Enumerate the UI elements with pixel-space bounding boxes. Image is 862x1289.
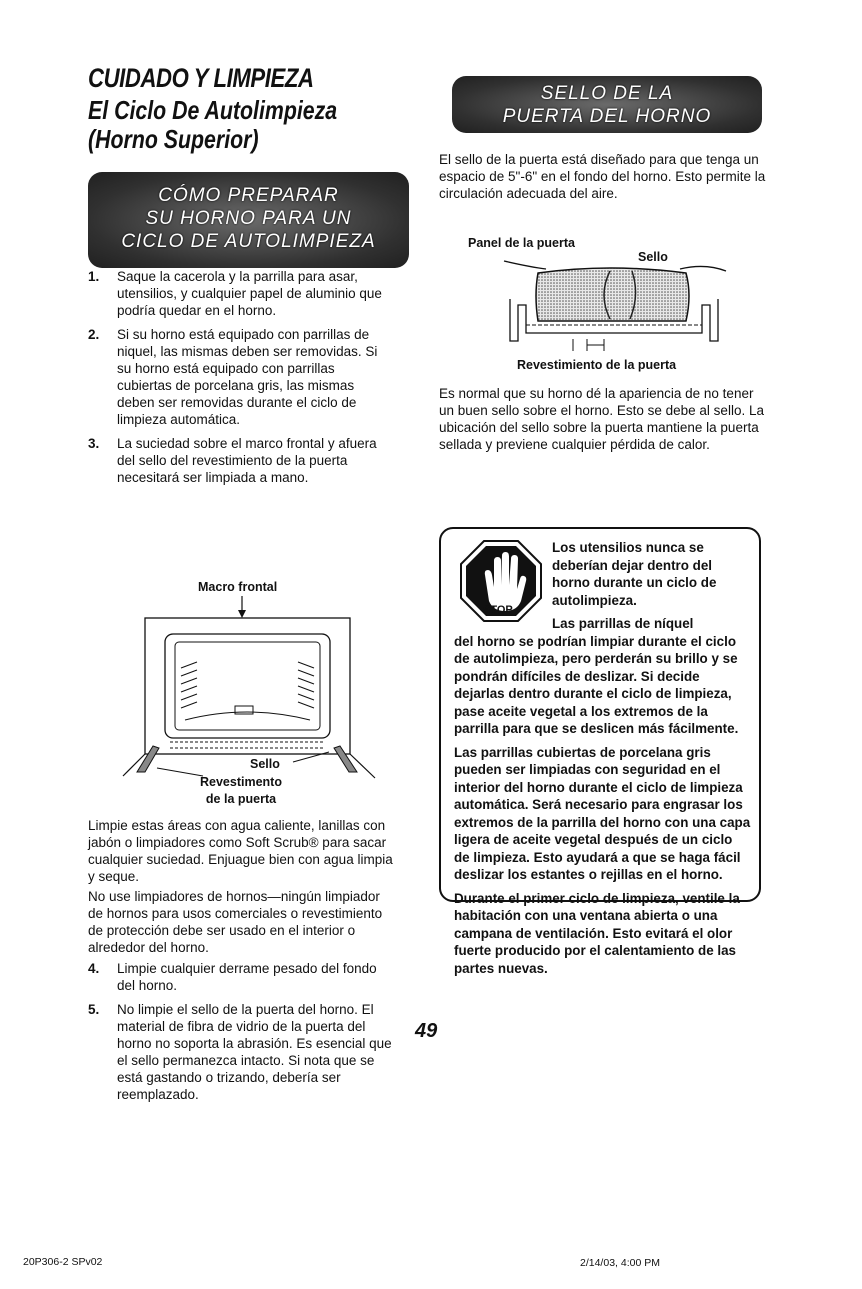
footer-datetime: 2/14/03, 4:00 PM [580,1257,660,1269]
list-item [88,435,388,486]
prep-banner-line-1: CÓMO PREPARAR [158,185,339,206]
section-title: CUIDADO Y LIMPIEZA [88,63,314,93]
seal-intro-paragraph: El sello de la puerta está diseñado para que tenga un espacio de 5"-6" en el fondo del horno. Esto permite la circulación adecuada del aire. [439,152,766,201]
figure-label-door-panel: Panel de la puerta [468,236,575,250]
stop-hand-icon [459,539,543,623]
subtitle-line-2: (Horno Superior) [88,124,259,154]
list-item [88,268,388,319]
prep-banner [88,172,409,268]
step-number: 4. [88,961,100,976]
warning-box [439,527,761,976]
figure-label-liner-line-1: Revestimento [200,775,282,789]
warning-ventilation: Durante el primer ciclo de limpieza, ventile la habitación con una ventana abierta o una campana de ventilación. Esto evitará el olor fuerte producido por el calentamiento de las partes nuevas. [454,890,740,976]
footer-code: 20P306-2 SPv02 [23,1256,103,1268]
list-item [88,960,393,994]
seal-banner [452,76,762,133]
subtitle-line-1: El Ciclo De Autolimpieza [88,95,338,125]
page-number: 49 [415,1020,438,1042]
seal-banner-line-1: SELLO DE LA [540,83,674,104]
prep-banner-line-3: CICLO DE AUTOLIMPIEZA [121,231,376,252]
warning-nickel-racks-body: del horno se podrían limpiar durante el ciclo de autolimpieza, pero perderán su brillo y se pondrán difíciles de deslizar. Si decide dejarlas dentro durante el ciclo de limpieza, pase aceite vegetal a los extremos de la parrilla para que se deslicen más fácilmente. [454,633,739,736]
step-number: 5. [88,1002,100,1017]
figure-label-frame: Macro frontal [198,580,278,594]
section-subtitle [88,96,350,154]
step-text: La suciedad sobre el marco frontal y afuera del sello del revestimiento de la puerta necesitará ser limpiada a mano. [117,436,377,485]
warning-nickel-racks [454,615,751,738]
seal-banner-line-2: PUERTA DEL HORNO [502,106,712,127]
warning-utensils: Los utensilios nunca se deberían dejar dentro del horno durante un ciclo de autolimpieza. [552,540,717,608]
list-item [88,326,388,428]
figure-label-door-seal: Sello [638,250,668,264]
door-seal-illustration [490,255,740,355]
figure-label-liner [200,774,282,808]
step-text: Saque la cacerola y la parrilla para asar, utensilios, y cualquier papel de aluminio que podría quedar en el horno. [117,269,382,318]
seal-paragraph: Es normal que su horno dé la apariencia de no tener un buen sello sobre el horno. Esto se debe al sello. La ubicación del sello sobre la puerta mantiene la puerta sellada y previene cualquier pérdida de calor. [439,386,764,452]
figure-label-door-liner: Revestimiento de la puerta [517,358,677,372]
step-number: 1. [88,269,100,284]
prep-steps-list [88,268,388,493]
figure-label-seal: Sello [250,757,280,771]
prep-banner-line-2: SU HORNO PARA UN [145,208,352,229]
cleaning-paragraph: Limpie estas áreas con agua caliente, lanillas con jabón o limpiadores como Soft Scrub® para sacar cualquier suciedad. Enjuague bien con agua limpia y seque. [88,818,393,884]
step-text: Limpie cualquier derrame pesado del fondo del horno. [117,961,377,993]
step-text: No limpie el sello de la puerta del horno. El material de fibra de vidrio de la puerta del horno no soporta la abrasión. Es esencial que el sello permanezca intacto. Si nota que se está gastando o trizando, debería ser reemplazado. [117,1002,392,1102]
warning-porcelain-racks: Las parrillas cubiertas de porcelana gris pueden ser limpiadas con seguridad en el interior del horno durante el ciclo de limpieza automática. Será necesario para engrasar los extremos de la parrilla del horno con una capa ligera de aceite vegetal después de un ciclo de limpieza. Esto ayudará a que se haga fácil deslizar los estantes o rejillas en el horno. [454,744,751,882]
step-number: 2. [88,327,100,342]
step-number: 3. [88,436,100,451]
step-text: Si su horno está equipado con parrillas de niquel, las mismas deben ser removidas. Si su horno está equipado con parrillas cubiertas de porcelana gris, las mismas deben ser removidas durante el ciclo de limpieza automática. [117,327,378,427]
cleaning-steps-list [88,960,393,1110]
no-cleaner-paragraph: No use limpiadores de hornos—ningún limpiador de hornos para usos comerciales o revestimiento de protección debe ser usado en el interior o alrededor del horno. [88,889,383,955]
figure-label-liner-line-2: de la puerta [205,792,277,806]
stop-label: STOP [483,604,513,616]
list-item [88,1001,393,1103]
warning-nickel-racks-lead: Las parrillas de níquel [552,616,694,631]
